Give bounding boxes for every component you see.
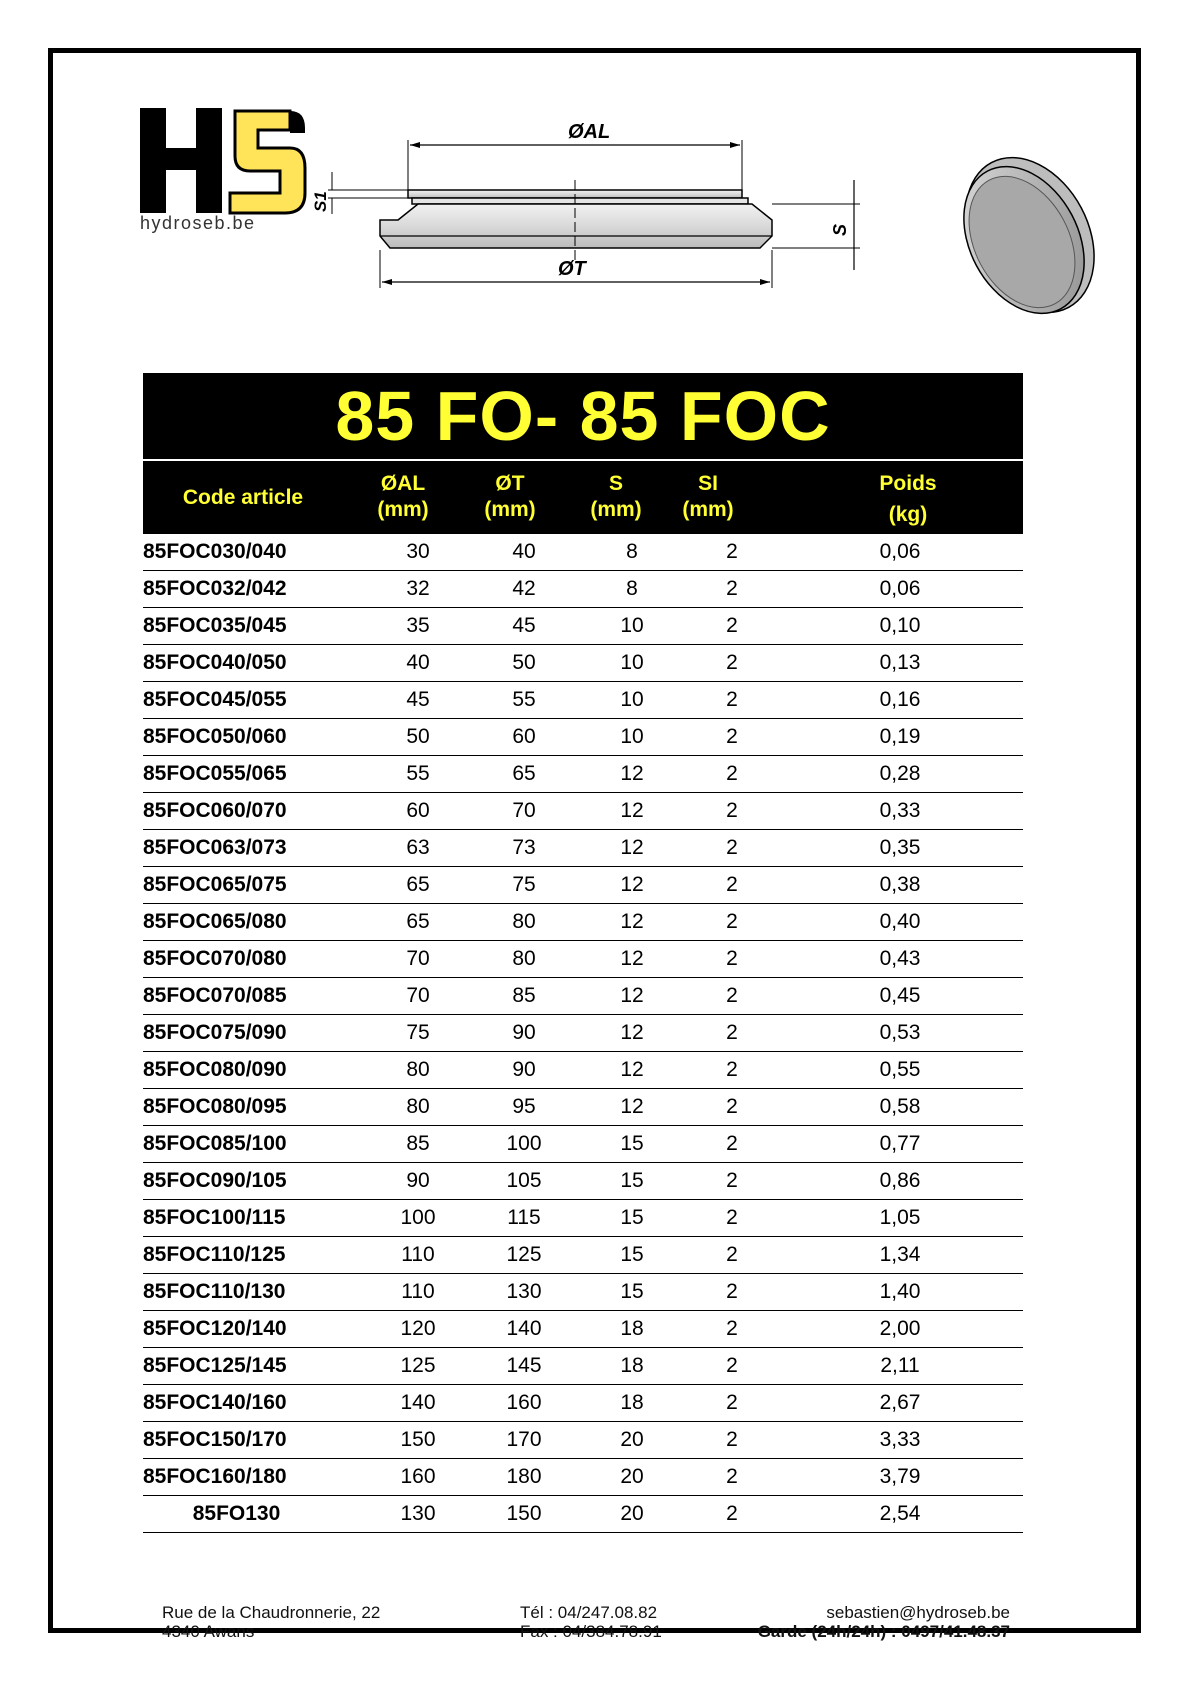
cell-si: 2 <box>687 1089 777 1126</box>
cell-t: 40 <box>471 534 577 571</box>
table-row <box>143 1348 1023 1385</box>
cell-s: 8 <box>577 571 687 608</box>
cell-code: 85FOC063/073 <box>143 830 365 867</box>
cell-al: 85 <box>365 1126 471 1163</box>
header-si <box>663 471 753 523</box>
cell-poids: 3,33 <box>777 1422 1023 1459</box>
cell-al: 35 <box>365 608 471 645</box>
cell-si: 2 <box>687 1311 777 1348</box>
cell-code: 85FOC065/080 <box>143 904 365 941</box>
cell-poids: 0,40 <box>777 904 1023 941</box>
cell-code: 85FOC040/050 <box>143 645 365 682</box>
cell-al: 70 <box>365 941 471 978</box>
table-row <box>143 830 1023 867</box>
cell-s: 12 <box>577 756 687 793</box>
table-row <box>143 571 1023 608</box>
phone-tel: Tél : 04/247.08.82 <box>520 1603 658 1622</box>
cell-al: 63 <box>365 830 471 867</box>
cell-s: 20 <box>577 1459 687 1496</box>
cell-t: 100 <box>471 1126 577 1163</box>
cell-si: 2 <box>687 1348 777 1385</box>
cell-t: 80 <box>471 904 577 941</box>
cell-si: 2 <box>687 904 777 941</box>
cell-poids: 0,10 <box>777 608 1023 645</box>
cross-section-drawing <box>311 110 920 320</box>
cell-code: 85FOC125/145 <box>143 1348 365 1385</box>
cell-poids: 0,55 <box>777 1052 1023 1089</box>
cell-al: 130 <box>365 1496 471 1533</box>
cell-s: 12 <box>577 1015 687 1052</box>
cell-t: 75 <box>471 867 577 904</box>
cell-t: 90 <box>471 1052 577 1089</box>
table-row <box>143 1163 1023 1200</box>
cell-s: 18 <box>577 1348 687 1385</box>
cell-t: 90 <box>471 1015 577 1052</box>
cell-poids: 2,54 <box>777 1496 1023 1533</box>
header-code: Code article <box>182 486 304 509</box>
cell-s: 10 <box>577 645 687 682</box>
table-row <box>143 1311 1023 1348</box>
cell-si: 2 <box>687 645 777 682</box>
header-s <box>571 471 661 523</box>
cell-poids: 0,16 <box>777 682 1023 719</box>
cell-code: 85FOC150/170 <box>143 1422 365 1459</box>
header-poids-unit: (kg) <box>888 503 928 526</box>
header-si-label: SI <box>698 472 718 495</box>
product-table <box>143 534 1023 1533</box>
cell-s: 12 <box>577 904 687 941</box>
cell-s: 10 <box>577 682 687 719</box>
cell-si: 2 <box>687 793 777 830</box>
cell-s: 12 <box>577 830 687 867</box>
cell-al: 90 <box>365 1163 471 1200</box>
cell-poids: 0,86 <box>777 1163 1023 1200</box>
cell-al: 110 <box>365 1274 471 1311</box>
table-row <box>143 1274 1023 1311</box>
table-row <box>143 1237 1023 1274</box>
cell-code: 85FOC080/095 <box>143 1089 365 1126</box>
cell-poids: 0,43 <box>777 941 1023 978</box>
cell-al: 110 <box>365 1237 471 1274</box>
cell-s: 15 <box>577 1126 687 1163</box>
cell-poids: 0,28 <box>777 756 1023 793</box>
cell-si: 2 <box>687 571 777 608</box>
cell-al: 45 <box>365 682 471 719</box>
table-row <box>143 978 1023 1015</box>
cell-t: 60 <box>471 719 577 756</box>
cell-t: 145 <box>471 1348 577 1385</box>
cell-al: 150 <box>365 1422 471 1459</box>
email-link[interactable]: sebastien@hydroseb.be <box>826 1603 1010 1622</box>
header-t-label: ØT <box>495 472 525 495</box>
logo-text: hydroseb.be <box>140 213 256 233</box>
cell-s: 18 <box>577 1385 687 1422</box>
phone-fax: Fax : 04/384.78.91 <box>520 1622 662 1641</box>
cell-t: 95 <box>471 1089 577 1126</box>
header-s-unit: (mm) <box>590 498 642 521</box>
cell-t: 105 <box>471 1163 577 1200</box>
cell-al: 80 <box>365 1089 471 1126</box>
cell-al: 100 <box>365 1200 471 1237</box>
cell-s: 15 <box>577 1237 687 1274</box>
cell-poids: 0,53 <box>777 1015 1023 1052</box>
cap-3d-illustration <box>950 150 1100 330</box>
cell-si: 2 <box>687 978 777 1015</box>
cell-si: 2 <box>687 756 777 793</box>
cell-al: 160 <box>365 1459 471 1496</box>
cell-t: 180 <box>471 1459 577 1496</box>
address-line-2: 4340 Awans <box>162 1622 255 1641</box>
cell-code: 85FOC120/140 <box>143 1311 365 1348</box>
table-row <box>143 1089 1023 1126</box>
header-poids <box>858 471 958 533</box>
cell-t: 115 <box>471 1200 577 1237</box>
cell-poids: 0,38 <box>777 867 1023 904</box>
cell-poids: 0,58 <box>777 1089 1023 1126</box>
page-title: 85 FO- 85 FOC <box>143 373 1023 459</box>
cell-s: 12 <box>577 978 687 1015</box>
cell-code: 85FOC050/060 <box>143 719 365 756</box>
footer-contact <box>758 1603 1010 1641</box>
cell-code: 85FO130 <box>143 1496 365 1533</box>
cell-al: 30 <box>365 534 471 571</box>
cell-code: 85FOC070/080 <box>143 941 365 978</box>
t-dimension-label: ØT <box>558 258 586 280</box>
cell-poids: 0,45 <box>777 978 1023 1015</box>
table-row <box>143 1200 1023 1237</box>
table-row <box>143 904 1023 941</box>
cell-poids: 2,67 <box>777 1385 1023 1422</box>
table-row <box>143 1422 1023 1459</box>
table-row <box>143 1015 1023 1052</box>
header-t <box>465 471 555 523</box>
cell-code: 85FOC090/105 <box>143 1163 365 1200</box>
cell-poids: 0,06 <box>777 571 1023 608</box>
header-al-label: ØAL <box>380 472 426 495</box>
cell-al: 140 <box>365 1385 471 1422</box>
cell-si: 2 <box>687 1422 777 1459</box>
cell-al: 120 <box>365 1311 471 1348</box>
table-row <box>143 867 1023 904</box>
table-row <box>143 1126 1023 1163</box>
cell-t: 125 <box>471 1237 577 1274</box>
cell-poids: 1,05 <box>777 1200 1023 1237</box>
footer-phone <box>520 1603 662 1641</box>
cell-si: 2 <box>687 941 777 978</box>
cell-poids: 0,19 <box>777 719 1023 756</box>
cell-s: 12 <box>577 793 687 830</box>
cell-poids: 0,35 <box>777 830 1023 867</box>
cell-al: 125 <box>365 1348 471 1385</box>
cell-poids: 0,77 <box>777 1126 1023 1163</box>
cell-s: 15 <box>577 1163 687 1200</box>
cell-si: 2 <box>687 1274 777 1311</box>
cell-si: 2 <box>687 1052 777 1089</box>
header-s-label: S <box>608 472 623 495</box>
cell-si: 2 <box>687 1126 777 1163</box>
cell-code: 85FOC100/115 <box>143 1200 365 1237</box>
header-t-unit: (mm) <box>484 498 536 521</box>
cell-si: 2 <box>687 1015 777 1052</box>
cell-si: 2 <box>687 1163 777 1200</box>
cell-al: 32 <box>365 571 471 608</box>
s1-dimension-label: S1 <box>311 191 330 212</box>
cell-code: 85FOC045/055 <box>143 682 365 719</box>
table-row <box>143 534 1023 571</box>
cell-code: 85FOC110/130 <box>143 1274 365 1311</box>
cell-si: 2 <box>687 867 777 904</box>
cell-al: 75 <box>365 1015 471 1052</box>
cell-poids: 0,33 <box>777 793 1023 830</box>
cell-t: 130 <box>471 1274 577 1311</box>
header-poids-label: Poids <box>879 472 937 495</box>
cell-code: 85FOC065/075 <box>143 867 365 904</box>
table-row <box>143 941 1023 978</box>
cell-t: 55 <box>471 682 577 719</box>
cell-al: 55 <box>365 756 471 793</box>
header-si-unit: (mm) <box>682 498 734 521</box>
cell-poids: 3,79 <box>777 1459 1023 1496</box>
table-row <box>143 756 1023 793</box>
cell-poids: 2,11 <box>777 1348 1023 1385</box>
table-row <box>143 645 1023 682</box>
cell-t: 160 <box>471 1385 577 1422</box>
cell-t: 85 <box>471 978 577 1015</box>
table-row <box>143 1052 1023 1089</box>
cell-al: 80 <box>365 1052 471 1089</box>
cell-si: 2 <box>687 1496 777 1533</box>
cell-si: 2 <box>687 1200 777 1237</box>
cell-t: 50 <box>471 645 577 682</box>
cell-code: 85FOC030/040 <box>143 534 365 571</box>
cell-code: 85FOC080/090 <box>143 1052 365 1089</box>
cell-si: 2 <box>687 1385 777 1422</box>
cell-poids: 0,06 <box>777 534 1023 571</box>
cell-s: 10 <box>577 719 687 756</box>
cell-s: 12 <box>577 867 687 904</box>
cell-t: 140 <box>471 1311 577 1348</box>
cell-s: 18 <box>577 1311 687 1348</box>
cell-poids: 2,00 <box>777 1311 1023 1348</box>
table-row <box>143 1459 1023 1496</box>
cell-al: 50 <box>365 719 471 756</box>
cell-code: 85FOC160/180 <box>143 1459 365 1496</box>
cell-al: 65 <box>365 867 471 904</box>
cell-t: 65 <box>471 756 577 793</box>
cell-code: 85FOC085/100 <box>143 1126 365 1163</box>
cell-poids: 1,34 <box>777 1237 1023 1274</box>
header-al-unit: (mm) <box>377 498 429 521</box>
cell-s: 12 <box>577 941 687 978</box>
cell-si: 2 <box>687 608 777 645</box>
cell-code: 85FOC055/065 <box>143 756 365 793</box>
cell-si: 2 <box>687 682 777 719</box>
cell-code: 85FOC110/125 <box>143 1237 365 1274</box>
cell-s: 15 <box>577 1274 687 1311</box>
footer-address <box>162 1603 380 1641</box>
cell-t: 80 <box>471 941 577 978</box>
cell-t: 45 <box>471 608 577 645</box>
cell-si: 2 <box>687 1237 777 1274</box>
cell-t: 42 <box>471 571 577 608</box>
s-dimension-label: S <box>830 223 850 236</box>
cell-t: 73 <box>471 830 577 867</box>
cell-t: 70 <box>471 793 577 830</box>
cell-code: 85FOC140/160 <box>143 1385 365 1422</box>
cell-poids: 1,40 <box>777 1274 1023 1311</box>
cell-s: 20 <box>577 1422 687 1459</box>
cell-code: 85FOC060/070 <box>143 793 365 830</box>
cell-si: 2 <box>687 1459 777 1496</box>
table-row <box>143 719 1023 756</box>
table-row <box>143 682 1023 719</box>
cell-s: 15 <box>577 1200 687 1237</box>
cell-s: 8 <box>577 534 687 571</box>
cell-code: 85FOC075/090 <box>143 1015 365 1052</box>
cell-t: 150 <box>471 1496 577 1533</box>
cell-s: 20 <box>577 1496 687 1533</box>
cell-poids: 0,13 <box>777 645 1023 682</box>
cell-si: 2 <box>687 830 777 867</box>
table-row <box>143 1385 1023 1422</box>
cell-s: 10 <box>577 608 687 645</box>
al-dimension-label: ØAL <box>568 121 611 143</box>
cell-al: 70 <box>365 978 471 1015</box>
address-line-1: Rue de la Chaudronnerie, 22 <box>162 1603 381 1622</box>
cell-code: 85FOC070/085 <box>143 978 365 1015</box>
cell-s: 12 <box>577 1052 687 1089</box>
cell-si: 2 <box>687 534 777 571</box>
cell-al: 40 <box>365 645 471 682</box>
garde-phone: Garde (24h/24h) : 0497/41.48.37 <box>757 1622 1010 1641</box>
cell-code: 85FOC035/045 <box>143 608 365 645</box>
header-al <box>358 471 448 523</box>
cell-al: 65 <box>365 904 471 941</box>
table-row <box>143 608 1023 645</box>
cell-t: 170 <box>471 1422 577 1459</box>
cell-si: 2 <box>687 719 777 756</box>
table-row <box>143 1496 1023 1533</box>
cell-s: 12 <box>577 1089 687 1126</box>
cell-code: 85FOC032/042 <box>143 571 365 608</box>
table-header <box>143 461 1023 534</box>
cell-al: 60 <box>365 793 471 830</box>
table-row <box>143 793 1023 830</box>
